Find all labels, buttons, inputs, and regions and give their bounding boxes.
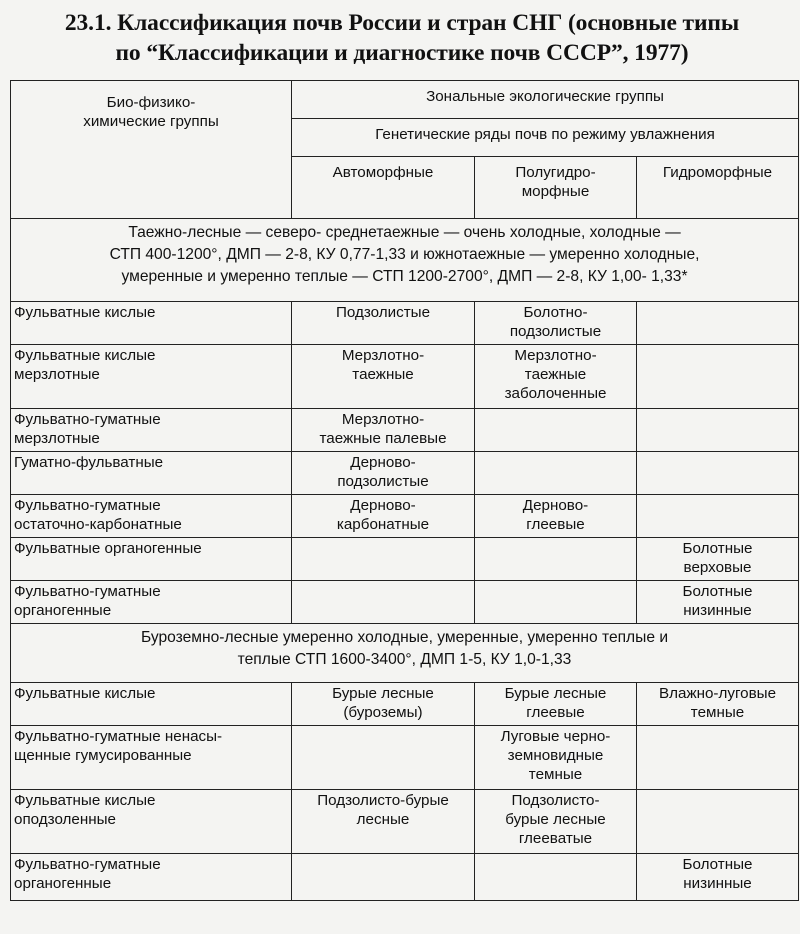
hydro-cell bbox=[637, 452, 799, 495]
table-row bbox=[11, 495, 799, 538]
header-col-hydro: Гидроморфные bbox=[637, 157, 799, 219]
table-row bbox=[11, 302, 799, 345]
section-caption: Таежно-лесные — северо- среднетаежные — очень холодные, холодные — СТП 400-1200°, ДМП — 2-8, КУ 0,77-1,33 и южнотаежные — умеренно холодные, умеренные и умеренно теплые — СТП 1200-2700°, ДМП — 2-8, КУ 1,00- 1,33* bbox=[11, 219, 799, 302]
table-row bbox=[11, 345, 799, 409]
auto-cell bbox=[292, 726, 475, 790]
table-row bbox=[11, 409, 799, 452]
hydro-cell bbox=[637, 726, 799, 790]
header-genetic: Генетические ряды почв по режиму увлажнения bbox=[292, 119, 799, 157]
soil-classification-table bbox=[10, 80, 799, 901]
hydro-cell bbox=[637, 409, 799, 452]
auto-cell bbox=[292, 581, 475, 624]
table-row bbox=[11, 581, 799, 624]
section-caption-row bbox=[11, 219, 799, 302]
auto-cell: Подзолистые bbox=[292, 302, 475, 345]
group-cell: Фульватно-гуматные ненасы- щенные гумусированные bbox=[11, 726, 292, 790]
group-cell: Фульватно-гуматные мерзлотные bbox=[11, 409, 292, 452]
section-caption: Буроземно-лесные умеренно холодные, умеренные, умеренно теплые и теплые СТП 1600-3400°, ДМП 1-5, КУ 1,0-1,33 bbox=[11, 624, 799, 683]
header-bio-group: Био-физико- химические группы bbox=[11, 81, 292, 219]
auto-cell: Дерново- подзолистые bbox=[292, 452, 475, 495]
group-cell: Фульватные кислые мерзлотные bbox=[11, 345, 292, 409]
hydro-cell: Болотные низинные bbox=[637, 581, 799, 624]
header-row-1 bbox=[11, 81, 799, 119]
auto-cell bbox=[292, 854, 475, 901]
hydro-cell bbox=[637, 495, 799, 538]
group-cell: Фульватные кислые оподзоленные bbox=[11, 790, 292, 854]
semi-cell bbox=[475, 409, 637, 452]
table-row bbox=[11, 790, 799, 854]
semi-cell bbox=[475, 854, 637, 901]
group-cell: Фульватные кислые bbox=[11, 302, 292, 345]
group-cell: Фульватные кислые bbox=[11, 683, 292, 726]
hydro-cell bbox=[637, 302, 799, 345]
table-row bbox=[11, 726, 799, 790]
group-cell: Фульватно-гуматные органогенные bbox=[11, 854, 292, 901]
semi-cell: Луговые черно- земновидные темные bbox=[475, 726, 637, 790]
semi-cell bbox=[475, 581, 637, 624]
group-cell: Фульватные органогенные bbox=[11, 538, 292, 581]
header-zonal: Зональные экологические группы bbox=[292, 81, 799, 119]
auto-cell: Мерзлотно- таежные палевые bbox=[292, 409, 475, 452]
table-row bbox=[11, 538, 799, 581]
auto-cell: Бурые лесные (буроземы) bbox=[292, 683, 475, 726]
header-col-semi: Полугидро- морфные bbox=[475, 157, 637, 219]
auto-cell bbox=[292, 538, 475, 581]
group-cell: Фульватно-гуматные органогенные bbox=[11, 581, 292, 624]
semi-cell: Болотно- подзолистые bbox=[475, 302, 637, 345]
hydro-cell bbox=[637, 790, 799, 854]
table-row bbox=[11, 452, 799, 495]
table-row bbox=[11, 854, 799, 901]
document-title: 23.1. Классификация почв России и стран СНГ (основные типы по “Классификации и диагностике почв СССР”, 1977) bbox=[64, 10, 740, 66]
semi-cell: Подзолисто- бурые лесные глееватые bbox=[475, 790, 637, 854]
hydro-cell: Болотные низинные bbox=[637, 854, 799, 901]
semi-cell bbox=[475, 538, 637, 581]
hydro-cell: Влажно-луговые темные bbox=[637, 683, 799, 726]
auto-cell: Дерново- карбонатные bbox=[292, 495, 475, 538]
group-cell: Гуматно-фульватные bbox=[11, 452, 292, 495]
auto-cell: Мерзлотно- таежные bbox=[292, 345, 475, 409]
hydro-cell: Болотные верховые bbox=[637, 538, 799, 581]
header-col-auto: Автоморфные bbox=[292, 157, 475, 219]
table-row bbox=[11, 683, 799, 726]
group-cell: Фульватно-гуматные остаточно-карбонатные bbox=[11, 495, 292, 538]
semi-cell: Дерново- глеевые bbox=[475, 495, 637, 538]
semi-cell bbox=[475, 452, 637, 495]
semi-cell: Мерзлотно- таежные заболоченные bbox=[475, 345, 637, 409]
semi-cell: Бурые лесные глеевые bbox=[475, 683, 637, 726]
hydro-cell bbox=[637, 345, 799, 409]
section-caption-row bbox=[11, 624, 799, 683]
auto-cell: Подзолисто-бурые лесные bbox=[292, 790, 475, 854]
